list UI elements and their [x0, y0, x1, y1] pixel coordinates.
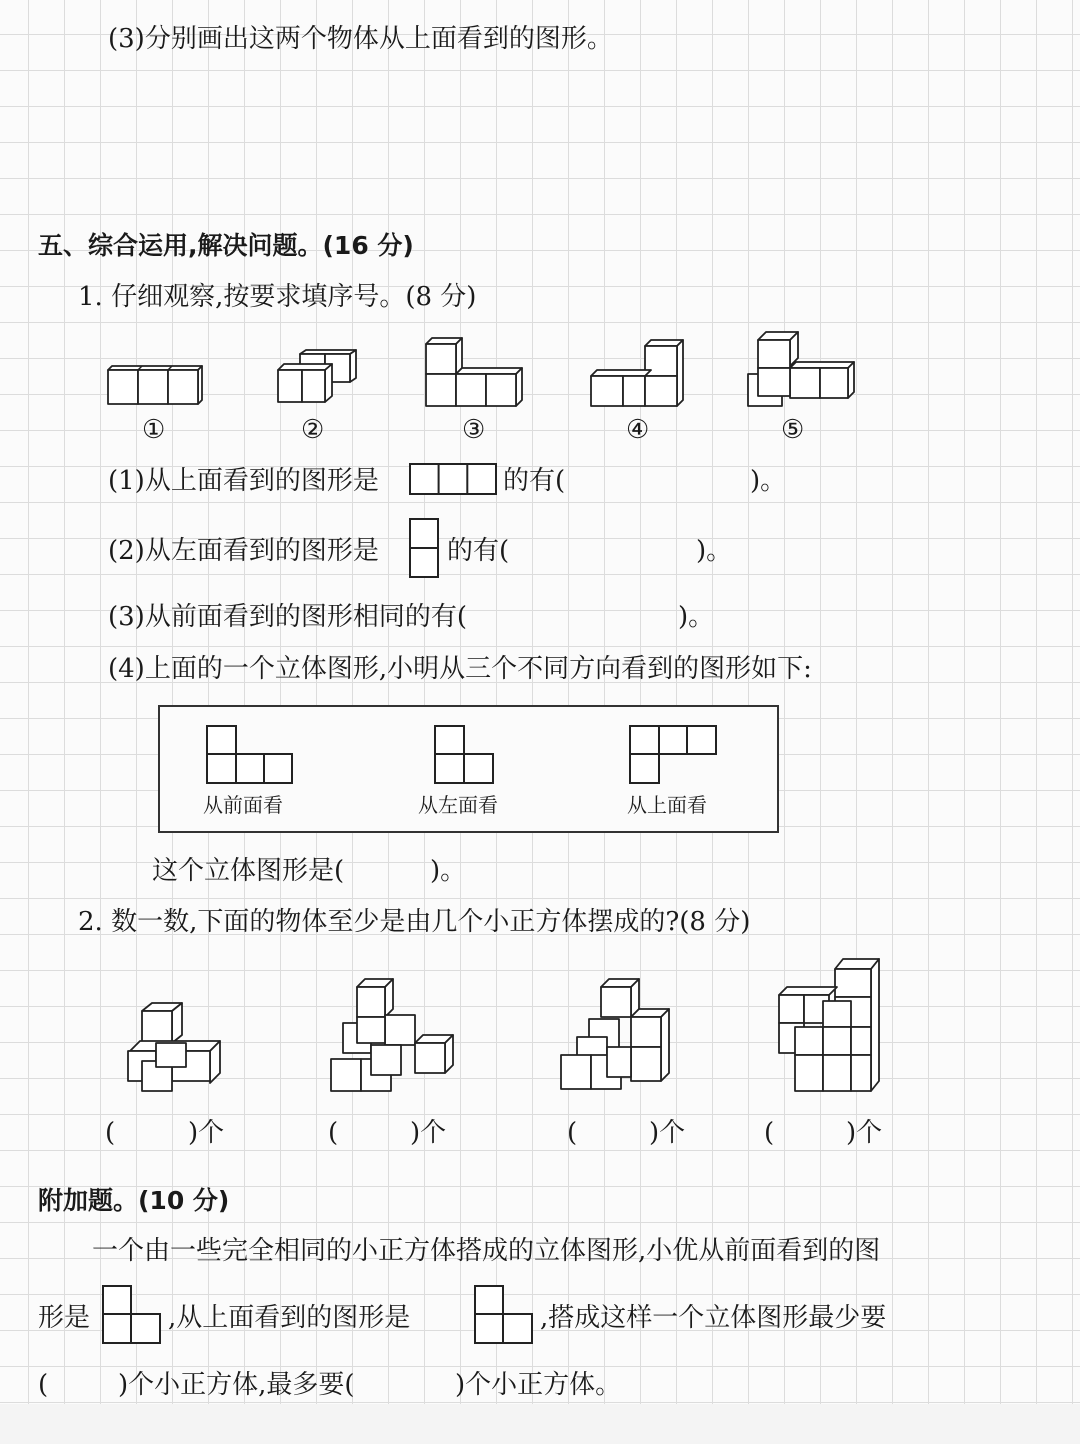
cube-stack-b: [325, 975, 465, 1095]
view-label-left: 从左面看: [418, 793, 498, 817]
three-squares-row-icon: [409, 463, 497, 495]
sub-question-1: (1)从上面看到的图形是: [108, 466, 379, 496]
sub-question-4-answer: 这个立体图形是(: [152, 856, 345, 886]
cube-figure-5: [742, 330, 862, 410]
bonus-front-view-icon: [102, 1285, 162, 1345]
cube-figure-2: [270, 350, 370, 410]
figure-label-3: ③: [462, 415, 486, 445]
question-3-text: (3)分别画出这两个物体从上面看到的图形。: [108, 24, 613, 54]
cube-group: [278, 350, 356, 402]
figure-label-2: ②: [301, 415, 325, 445]
cube-stack-c: [555, 975, 685, 1095]
bonus-line-3-middle: )个小正方体,最多要(: [118, 1370, 355, 1400]
cube-figure-3: [420, 338, 530, 413]
bonus-line-2-end: ,搭成这样一个立体图形最少要: [540, 1303, 887, 1333]
cube-group: [779, 959, 879, 1091]
figure-label-1: ①: [142, 415, 166, 445]
q2-blank-c-open[interactable]: (: [567, 1118, 578, 1148]
figure-label-5: ⑤: [781, 415, 805, 445]
view-label-front: 从前面看: [203, 793, 283, 817]
bonus-line-2-start: 形是: [38, 1303, 91, 1333]
left-view-icon: [434, 725, 496, 785]
view-label-top: 从上面看: [627, 793, 707, 817]
cube-figure-4: [585, 338, 695, 413]
answer-blank-1-close[interactable]: )。: [750, 466, 787, 496]
cube-group: [331, 979, 453, 1091]
sub-question-1-suffix: 的有(: [503, 466, 566, 496]
cube-figure-1: [100, 360, 210, 415]
two-squares-column-icon: [409, 518, 439, 578]
figure-label-4: ④: [626, 415, 650, 445]
q2-blank-d-close[interactable]: )个: [846, 1118, 883, 1148]
top-view-icon: [629, 725, 719, 785]
q2-blank-b-open[interactable]: (: [328, 1118, 339, 1148]
bonus-line-2-middle: ,从上面看到的图形是: [168, 1303, 411, 1333]
bonus-title: 附加题。(10 分): [38, 1186, 230, 1215]
bonus-top-view-icon: [474, 1285, 534, 1345]
cube-stack-d: [775, 955, 890, 1095]
question-1-title: 1. 仔细观察,按要求填序号。(8 分): [78, 282, 477, 312]
sub-question-2-suffix: 的有(: [447, 536, 510, 566]
sub-question-3: (3)从前面看到的图形相同的有(: [108, 602, 467, 632]
cube-stack-a: [120, 995, 235, 1095]
cube-group: [561, 979, 669, 1089]
front-view-icon: [206, 725, 294, 785]
sub-question-4: (4)上面的一个立体图形,小明从三个不同方向看到的图形如下:: [108, 654, 812, 684]
cube-group: [748, 332, 854, 406]
bonus-blank-min-open[interactable]: (: [38, 1370, 49, 1400]
bonus-line-3-end: )个小正方体。: [455, 1370, 622, 1400]
cube-group: [128, 1003, 220, 1091]
answer-blank-3-close[interactable]: )。: [678, 602, 715, 632]
bottom-toolbar: [0, 1404, 1080, 1444]
section-5-title: 五、综合运用,解决问题。(16 分): [38, 231, 414, 260]
q2-blank-b-close[interactable]: )个: [410, 1118, 447, 1148]
question-2-title: 2. 数一数,下面的物体至少是由几个小正方体摆成的?(8 分): [78, 907, 751, 937]
q2-blank-d-open[interactable]: (: [764, 1118, 775, 1148]
answer-blank-4-close[interactable]: )。: [430, 856, 467, 886]
cube-group: [591, 340, 683, 406]
answer-blank-2-close[interactable]: )。: [696, 536, 733, 566]
bonus-line-1: 一个由一些完全相同的小正方体搭成的立体图形,小优从前面看到的图: [92, 1236, 881, 1266]
q2-blank-a-close[interactable]: )个: [188, 1118, 225, 1148]
q2-blank-c-close[interactable]: )个: [649, 1118, 686, 1148]
q2-blank-a-open[interactable]: (: [105, 1118, 116, 1148]
cube-group: [426, 338, 522, 406]
sub-question-2: (2)从左面看到的图形是: [108, 536, 379, 566]
cube-group: [108, 366, 202, 404]
